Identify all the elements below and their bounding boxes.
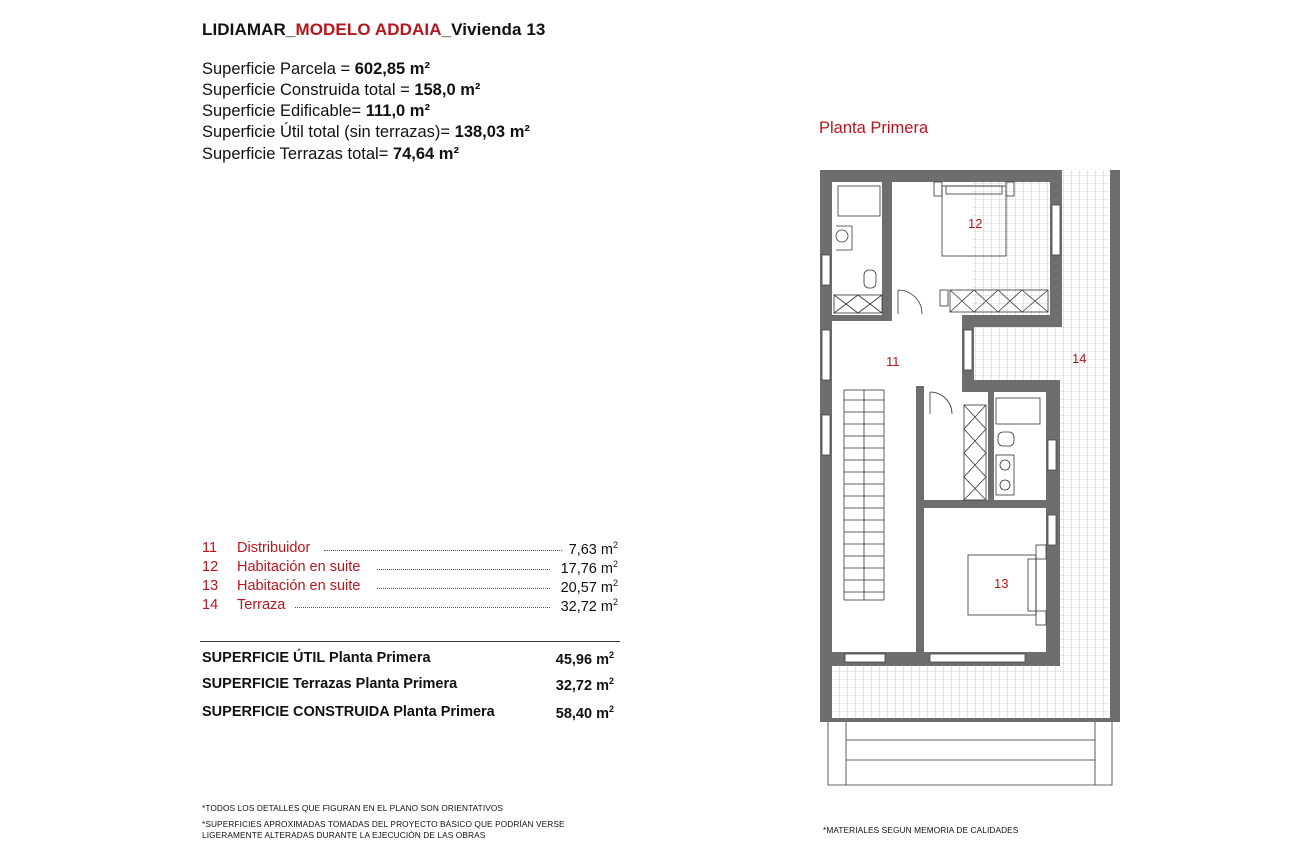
surface-value: 602,85 m² xyxy=(354,60,430,78)
room-name: Habitación en suite xyxy=(237,559,361,575)
summary-value-number: 45,96 m xyxy=(555,652,609,668)
summary-value xyxy=(556,676,614,694)
room-label-12: 12 xyxy=(968,216,983,231)
summary-label: SUPERFICIE Terrazas Planta Primera xyxy=(202,676,458,692)
doors xyxy=(898,290,952,414)
summary-label: SUPERFICIE ÚTIL Planta Primera xyxy=(202,650,431,666)
summary-value xyxy=(556,704,614,722)
surface-label: Superficie Útil total (sin terrazas)= xyxy=(202,123,455,141)
room-number: 12 xyxy=(202,559,219,575)
surface-terrazas xyxy=(202,145,459,164)
footnote-line: LIGERAMENTE ALTERADAS DURANTE LA EJECUCIÓN DE LAS OBRAS xyxy=(202,830,486,840)
title-project: LIDIAMAR_ xyxy=(202,20,296,39)
leader-dots xyxy=(324,550,562,551)
room-area xyxy=(561,597,618,615)
unit-exponent: 2 xyxy=(608,650,614,660)
wardrobe-1 xyxy=(834,295,882,313)
surface-label: Superficie Construida total = xyxy=(202,81,415,99)
floor-plan xyxy=(800,160,1140,795)
summary-construida xyxy=(202,704,614,722)
plan-title: Planta Primera xyxy=(819,119,929,137)
surface-construida xyxy=(202,81,480,100)
surface-label: Superficie Terrazas total= xyxy=(202,145,393,163)
room-area xyxy=(561,578,618,596)
room-area xyxy=(561,559,618,577)
room-number: 11 xyxy=(202,540,218,556)
surface-parcela xyxy=(202,60,430,79)
room-area-value: 7,63 m xyxy=(568,542,613,558)
unit-exponent: 2 xyxy=(612,597,618,607)
room-area-value: 32,72 m xyxy=(560,599,613,615)
summary-divider xyxy=(200,641,620,642)
room-number: 13 xyxy=(202,578,219,594)
surface-label: Superficie Parcela = xyxy=(202,60,355,78)
summary-value xyxy=(556,650,614,668)
unit-exponent: 2 xyxy=(608,676,614,686)
unit-exponent: 2 xyxy=(612,578,618,588)
room-area xyxy=(569,540,618,558)
leader-dots xyxy=(295,607,550,608)
room-row xyxy=(202,597,620,616)
title-model: MODELO ADDAIA xyxy=(295,20,442,39)
leader-dots xyxy=(377,588,550,589)
wardrobe-13 xyxy=(964,405,986,500)
document-title xyxy=(202,20,545,40)
footnote-superficies xyxy=(202,819,565,841)
room-name: Habitación en suite xyxy=(237,578,361,594)
surface-label: Superficie Edificable= xyxy=(202,102,366,120)
staircase xyxy=(844,390,884,600)
surface-value: 74,64 m² xyxy=(392,145,459,163)
surface-util xyxy=(202,123,530,142)
footnote-orientativos: *TODOS LOS DETALLES QUE FIGURAN EN EL PLANO SON ORIENTATIVOS xyxy=(202,803,504,813)
bathroom-1-fixtures xyxy=(836,186,880,288)
surface-value: 111,0 m² xyxy=(365,102,430,120)
room-number: 14 xyxy=(202,597,219,613)
title-unit: _Vivienda 13 xyxy=(441,20,546,39)
unit-exponent: 2 xyxy=(608,704,614,714)
summary-terrazas xyxy=(202,676,614,694)
room-name: Terraza xyxy=(237,597,286,613)
summary-label: SUPERFICIE CONSTRUIDA Planta Primera xyxy=(202,704,495,720)
terrace-floor xyxy=(830,170,1110,720)
room-row xyxy=(202,540,620,559)
room-row xyxy=(202,578,620,597)
footnote-line: *SUPERFICIES APROXIMADAS TOMADAS DEL PROYECTO BÁSICO QUE PODRÍAN VERSE xyxy=(202,819,565,829)
surface-value: 158,0 m² xyxy=(414,81,481,99)
room-area-value: 17,76 m xyxy=(560,561,613,577)
front-steps xyxy=(828,722,1112,785)
leader-dots xyxy=(377,569,550,570)
room-name: Distribuidor xyxy=(237,540,311,556)
summary-value-number: 32,72 m xyxy=(555,678,609,694)
room-label-14: 14 xyxy=(1072,351,1087,366)
room-area-value: 20,57 m xyxy=(560,580,613,596)
unit-exponent: 2 xyxy=(612,540,618,550)
bathroom-2-fixtures xyxy=(996,398,1040,495)
surface-edificable xyxy=(202,102,430,121)
surface-value: 138,03 m² xyxy=(454,123,530,141)
room-label-11: 11 xyxy=(886,354,900,369)
room-row xyxy=(202,559,620,578)
summary-value-number: 58,40 m xyxy=(555,706,609,722)
summary-util xyxy=(202,650,614,668)
unit-exponent: 2 xyxy=(612,559,618,569)
footnote-materiales: *MATERIALES SEGUN MEMORIA DE CALIDADES xyxy=(823,825,1019,835)
room-label-13: 13 xyxy=(994,576,1009,591)
